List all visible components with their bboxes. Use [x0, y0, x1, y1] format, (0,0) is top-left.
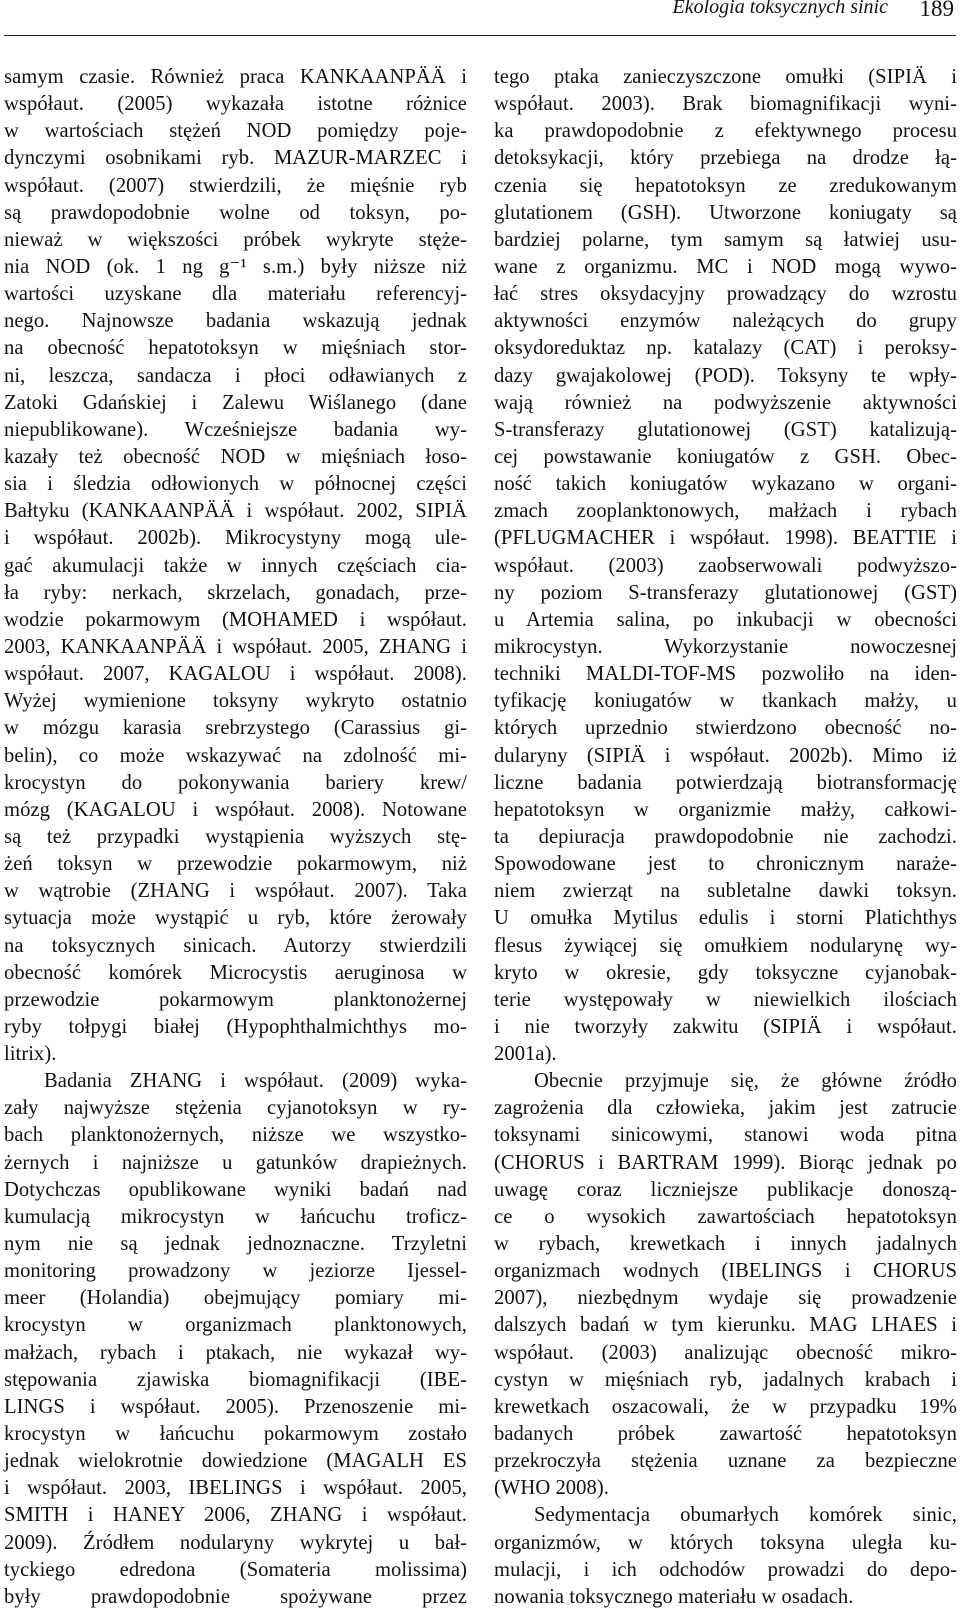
running-title: Ekologia toksycznych sinic [672, 0, 888, 18]
text-column-right [494, 64, 957, 1611]
text-line: są prawdopodobnie wolne od toksyn, po- [4, 201, 467, 224]
running-header [0, 0, 960, 32]
text-line: uwagę coraz liczniejsze publikacje donoszą- [494, 1178, 957, 1201]
text-line: na toksycznych sinicach. Autorzy stwierdzili [4, 934, 467, 957]
text-line: LINGS i współaut. 2005). Przenoszenie mi- [4, 1395, 467, 1418]
text-line: badanych próbek zawartość hepatotoksyn [494, 1423, 957, 1446]
text-line: bardziej polarne, tym samym są łatwiej usu- [494, 228, 957, 251]
text-line: glutationem (GSH). Utworzone koniugaty są [494, 201, 957, 224]
text-line: detoksykacji, który przebiega na drodze łą- [494, 147, 957, 170]
text-line: i współaut. 2002b). Mikrocystyny mogą ule- [4, 527, 467, 550]
text-line: których uprzednio stwierdzono obecność no- [494, 717, 957, 740]
text-line: w mózgu karasia srebrzystego (Carassius gi- [4, 717, 467, 740]
text-line: współaut. 2007, KAGALOU i współaut. 2008). [4, 663, 467, 686]
text-line: przekroczyła stężenia uznane za bezpieczne [494, 1450, 957, 1473]
text-line: żernych i najniższe u gatunków drapieżnych. [4, 1151, 467, 1174]
text-line: meer (Holandia) obejmujący pomiary mi- [4, 1287, 467, 1310]
text-line: stępowania zjawiska biomagnifikacji (IBE- [4, 1368, 467, 1391]
text-line: Bałtyku (KANKAANPÄÄ i współaut. 2002, SIPIÄ [4, 500, 467, 523]
text-line: niem zwierząt na subletalne dawki toksyn. [494, 880, 957, 903]
text-line: są też przypadki wystąpienia wyższych stę- [4, 825, 467, 848]
text-line: cystyn w mięśniach ryb, jadalnych krabach i [494, 1368, 957, 1391]
text-line: krocystyn w organizmach planktonowych, [4, 1314, 467, 1337]
text-line: U omułka Mytilus edulis i storni Platichthys [494, 907, 957, 930]
text-line: małżach, rybach i ptakach, nie wykazał wy- [4, 1341, 467, 1364]
text-line: w rybach, krewetkach i innych jadalnych [494, 1233, 957, 1256]
text-line: współaut. (2005) wykazała istotne różnice [4, 93, 467, 116]
text-line: samym czasie. Również praca KANKAANPÄÄ i [4, 66, 467, 88]
text-line: wają również na podwyższenie aktywności [494, 391, 957, 414]
text-line: i nie tworzyły zakwitu (SIPIÄ i współaut. [494, 1015, 957, 1038]
text-line: toksynami sinicowymi, stanowi woda pitna [494, 1124, 957, 1147]
text-line: zały najwyższe stężenia cyjanotoksyn w ry- [4, 1097, 467, 1120]
text-line: dularyny (SIPIÄ i współaut. 2002b). Mimo iż [494, 744, 957, 767]
text-line: u Artemia salina, po inkubacji w obecności [494, 608, 957, 631]
text-line: mikrocystyn. Wykorzystanie nowoczesnej [494, 635, 957, 658]
text-line: terie występowały w niewielkich ilościach [494, 988, 957, 1011]
text-line: 2007), niezbędnym wydaje się prowadzenie [494, 1287, 957, 1310]
text-line: 2009). Źródłem nodularyny wykrytej u bał- [4, 1531, 467, 1554]
header-rule [4, 35, 956, 36]
text-line: ła ryby: nerkach, skrzelach, gonadach, prze- [4, 581, 467, 604]
text-line: nego. Najnowsze badania wskazują jednak [4, 310, 467, 333]
text-line: organizmów, w których toksyna uległa ku- [494, 1531, 957, 1554]
text-line: kazały też obecność NOD w mięśniach łoso- [4, 445, 467, 468]
text-line: bach planktonożernych, niższe we wszystko- [4, 1124, 467, 1147]
text-line: ce o wysokich zawartościach hepatotoksyn [494, 1205, 957, 1228]
text-line: Sedymentacja obumarłych komórek sinic, [534, 1504, 957, 1527]
text-line: liczne badania potwierdzają biotransformację [494, 771, 957, 794]
text-line: wane z organizmu. MC i NOD mogą wywo- [494, 255, 957, 278]
text-line: tego ptaka zanieczyszczone omułki (SIPIÄ i [494, 66, 957, 88]
text-line: oksydoreduktaz np. katalazy (CAT) i peroksy- [494, 337, 957, 360]
text-line: zmach zooplanktonowych, małżach i rybach [494, 500, 957, 523]
text-line: nym nie są jednak jednoznaczne. Trzyletni [4, 1233, 467, 1256]
text-line: ni, leszcza, sandacza i płoci odławianych z [4, 364, 467, 387]
text-line: na obecność hepatotoksyn w mięśniach stor- [4, 337, 467, 360]
text-line: niepublikowane). Wcześniejsze badania wy- [4, 418, 467, 441]
text-line: nieważ w większości próbek wykryte stęże- [4, 228, 467, 251]
text-line: belin), co może wskazywać na zdolność mi- [4, 744, 467, 767]
text-line: ka prawdopodobnie z efektywnego procesu [494, 120, 957, 143]
text-line: Dotychczas opublikowane wyniki badań nad [4, 1178, 467, 1201]
text-line: (WHO 2008). [494, 1477, 609, 1500]
text-line: nia NOD (ok. 1 ng g⁻¹ s.m.) były niższe niż [4, 255, 467, 278]
text-line: obecność komórek Microcystis aeruginosa w [4, 961, 467, 984]
text-line: techniki MALDI-TOF-MS pozwoliło na iden- [494, 663, 957, 686]
text-line: nowania toksycznego materiału w osadach. [494, 1585, 854, 1608]
text-line: współaut. (2007) stwierdzili, że mięśnie ryb [4, 174, 467, 197]
text-line: żeń toksyn w przewodzie pokarmowym, niż [4, 853, 467, 876]
text-line: kryto w okresie, gdy toksyczne cyjanobak- [494, 961, 957, 984]
text-line: Obecnie przyjmuje się, że główne źródło [534, 1070, 957, 1093]
text-line: S-transferazy glutationowej (GST) katalizują- [494, 418, 957, 441]
text-line: SMITH i HANEY 2006, ZHANG i współaut. [4, 1504, 467, 1527]
text-line: łać stres oksydacyjny prowadzący do wzrostu [494, 283, 957, 306]
text-line: mózg (KAGALOU i współaut. 2008). Notowane [4, 798, 467, 821]
text-line: ność takich koniugatów wykazano w organi- [494, 473, 957, 496]
text-line: zagrożenia dla człowieka, jakim jest zatrucie [494, 1097, 957, 1120]
text-line: przewodzie pokarmowym planktonożernej [4, 988, 467, 1011]
text-line: tyfikację koniugatów w tkankach małży, u [494, 690, 957, 713]
text-line: 2003, KANKAANPÄÄ i współaut. 2005, ZHANG i [4, 635, 467, 658]
text-line: cej powstawanie koniugatów z GSH. Obec- [494, 445, 957, 468]
text-line: Badania ZHANG i współaut. (2009) wyka- [44, 1070, 467, 1093]
text-line: mulacji, i ich odchodów prowadzi do depo- [494, 1558, 957, 1581]
text-line: (CHORUS i BARTRAM 1999). Biorąc jednak po [494, 1151, 957, 1174]
text-line: organizmach wodnych (IBELINGS i CHORUS [494, 1260, 957, 1283]
text-line: kumulacją mikrocystyn w łańcuchu troficz- [4, 1205, 467, 1228]
text-line: (PFLUGMACHER i współaut. 1998). BEATTIE i [494, 527, 957, 550]
text-line: sytuacja może wystąpić u ryb, które żerowały [4, 907, 467, 930]
text-line: sia i śledzia odłowionych w północnej części [4, 473, 467, 496]
page-number: 189 [919, 0, 954, 21]
text-line: Wyżej wymienione toksyny wykryto ostatnio [4, 690, 467, 713]
text-line: 2001a). [494, 1043, 557, 1066]
text-line: wodzie pokarmowym (MOHAMED i współaut. [4, 608, 467, 631]
text-line: litrix). [4, 1043, 57, 1066]
text-line: hepatotoksyn w organizmie małży, całkowi- [494, 798, 957, 821]
text-line: flesus żywiącej się omułkiem nodularynę wy- [494, 934, 957, 957]
text-line: współaut. 2003). Brak biomagnifikacji wyni- [494, 93, 957, 116]
text-line: krewetkach oszacowali, że w przypadku 19% [494, 1395, 957, 1418]
text-column-left [4, 64, 467, 1611]
text-line: gać akumulacji także w innych częściach cia- [4, 554, 467, 577]
text-line: krocystyn w łańcuchu pokarmowym zostało [4, 1423, 467, 1446]
text-line: ny poziom S-transferazy glutationowej (GST) [494, 581, 957, 604]
text-line: współaut. (2003) analizując obecność mikro- [494, 1341, 957, 1364]
text-line: i współaut. 2003, IBELINGS i współaut. 2005, [4, 1477, 467, 1500]
text-line: aktywności enzymów należących do grupy [494, 310, 957, 333]
text-line: w wątrobie (ZHANG i współaut. 2007). Taka [4, 880, 467, 903]
text-line: w wartościach stężeń NOD pomiędzy poje- [4, 120, 467, 143]
text-line: współaut. (2003) zaobserwowali podwyższo- [494, 554, 957, 577]
text-line: ryby tołpygi białej (Hypophthalmichthys mo- [4, 1015, 467, 1038]
text-line: monitoring prowadzony w jeziorze Ijessel- [4, 1260, 467, 1283]
text-line: były prawdopodobnie spożywane przez [4, 1585, 467, 1608]
text-line: wartości uzyskane dla materiału referencyj- [4, 283, 467, 306]
text-line: dazy gwajakolowej (POD). Toksyny te wpły- [494, 364, 957, 387]
text-line: tyckiego edredona (Somateria molissima) [4, 1558, 467, 1581]
text-line: dynczymi osobnikami ryb. MAZUR-MARZEC i [4, 147, 467, 170]
text-line: dalszych badań w tym kierunku. MAG LHAES i [494, 1314, 957, 1337]
text-line: krocystyn do pokonywania bariery krew/ [4, 771, 467, 794]
text-line: Zatoki Gdańskiej i Zalewu Wiślanego (dane [4, 391, 467, 414]
text-line: jednak wielokrotnie dowiedzione (MAGALH ES [4, 1450, 467, 1473]
text-line: Spowodowane jest to chronicznym naraże- [494, 853, 957, 876]
text-line: czenia się hepatotoksyn ze zredukowanym [494, 174, 957, 197]
text-line: ta depiuracja prawdopodobnie nie zachodzi. [494, 825, 957, 848]
